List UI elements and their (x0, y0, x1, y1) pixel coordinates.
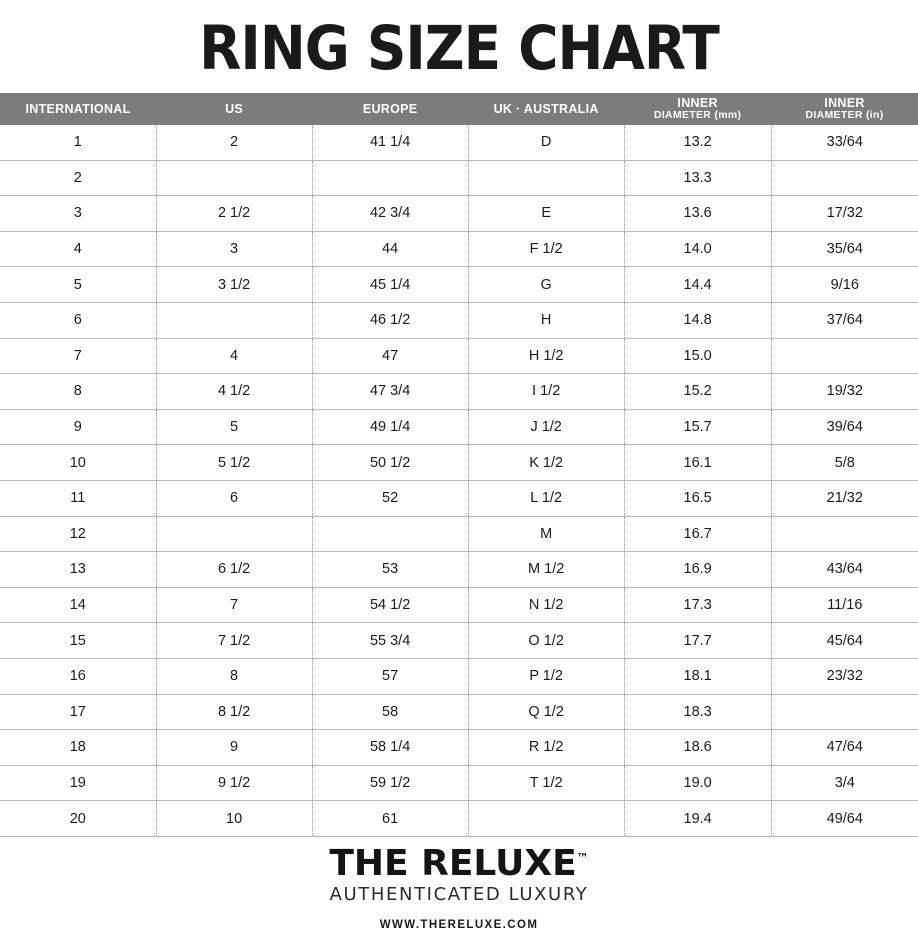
cell-us: 7 1/2 (156, 623, 312, 659)
cell-inner-diameter-mm: 18.3 (624, 694, 771, 730)
cell-uk-australia: M (468, 516, 624, 552)
cell-inner-diameter-in (771, 516, 918, 552)
cell-international: 15 (0, 623, 156, 659)
cell-inner-diameter-mm: 19.4 (624, 801, 771, 837)
cell-europe (312, 516, 468, 552)
cell-international: 9 (0, 409, 156, 445)
brand-name (329, 842, 589, 884)
cell-international: 19 (0, 765, 156, 801)
cell-international: 5 (0, 267, 156, 303)
brand-tagline: AUTHENTICATED LUXURY (329, 883, 589, 905)
cell-inner-diameter-mm: 16.5 (624, 480, 771, 516)
cell-inner-diameter-in: 39/64 (771, 409, 918, 445)
table-row (0, 516, 918, 552)
cell-inner-diameter-mm: 13.6 (624, 196, 771, 232)
cell-uk-australia: Q 1/2 (468, 694, 624, 730)
table-row (0, 302, 918, 338)
table-body (0, 125, 918, 836)
table-row (0, 658, 918, 694)
cell-uk-australia: T 1/2 (468, 765, 624, 801)
cell-europe: 55 3/4 (312, 623, 468, 659)
cell-international: 17 (0, 694, 156, 730)
cell-us: 2 (156, 125, 312, 160)
cell-europe: 53 (312, 552, 468, 588)
cell-international: 11 (0, 480, 156, 516)
cell-uk-australia: O 1/2 (468, 623, 624, 659)
cell-uk-australia (468, 160, 624, 196)
cell-inner-diameter-mm: 17.7 (624, 623, 771, 659)
cell-uk-australia: G (468, 267, 624, 303)
cell-uk-australia: I 1/2 (468, 374, 624, 410)
cell-europe: 61 (312, 801, 468, 837)
table-row (0, 480, 918, 516)
cell-inner-diameter-mm: 14.4 (624, 267, 771, 303)
cell-inner-diameter-in (771, 160, 918, 196)
cell-inner-diameter-in: 49/64 (771, 801, 918, 837)
table-row (0, 765, 918, 801)
cell-europe: 45 1/4 (312, 267, 468, 303)
brand-text: THE RELUXE (329, 842, 577, 884)
cell-europe: 44 (312, 231, 468, 267)
cell-us: 8 1/2 (156, 694, 312, 730)
cell-europe: 58 1/4 (312, 730, 468, 766)
cell-us (156, 516, 312, 552)
cell-europe: 42 3/4 (312, 196, 468, 232)
cell-us (156, 302, 312, 338)
cell-inner-diameter-in: 17/32 (771, 196, 918, 232)
cell-inner-diameter-mm: 17.3 (624, 587, 771, 623)
cell-europe: 59 1/2 (312, 765, 468, 801)
table-row (0, 801, 918, 837)
cell-international: 1 (0, 125, 156, 160)
cell-europe: 57 (312, 658, 468, 694)
cell-international: 13 (0, 552, 156, 588)
cell-inner-diameter-mm: 15.2 (624, 374, 771, 410)
cell-us: 7 (156, 587, 312, 623)
cell-uk-australia: R 1/2 (468, 730, 624, 766)
cell-inner-diameter-in: 23/32 (771, 658, 918, 694)
cell-international: 8 (0, 374, 156, 410)
cell-inner-diameter-mm: 14.0 (624, 231, 771, 267)
cell-europe (312, 160, 468, 196)
cell-europe: 47 (312, 338, 468, 374)
cell-uk-australia: P 1/2 (468, 658, 624, 694)
cell-us: 5 1/2 (156, 445, 312, 481)
column-header-us (156, 93, 312, 125)
cell-europe: 47 3/4 (312, 374, 468, 410)
cell-international: 10 (0, 445, 156, 481)
cell-uk-australia: H 1/2 (468, 338, 624, 374)
table-row (0, 623, 918, 659)
cell-us: 3 1/2 (156, 267, 312, 303)
column-header-sublabel: DIAMETER (mm) (653, 109, 742, 122)
cell-inner-diameter-mm: 16.1 (624, 445, 771, 481)
cell-us: 4 (156, 338, 312, 374)
cell-inner-diameter-mm: 13.2 (624, 125, 771, 160)
cell-inner-diameter-in: 11/16 (771, 587, 918, 623)
cell-inner-diameter-mm: 18.1 (624, 658, 771, 694)
footer (0, 837, 918, 931)
table-row (0, 267, 918, 303)
cell-uk-australia: D (468, 125, 624, 160)
column-header-uk-australia (468, 93, 624, 125)
cell-us: 8 (156, 658, 312, 694)
cell-us: 4 1/2 (156, 374, 312, 410)
table-row (0, 196, 918, 232)
column-header-europe (312, 93, 468, 125)
cell-us: 9 1/2 (156, 765, 312, 801)
cell-uk-australia: E (468, 196, 624, 232)
cell-us (156, 160, 312, 196)
cell-inner-diameter-in: 3/4 (771, 765, 918, 801)
cell-inner-diameter-in: 43/64 (771, 552, 918, 588)
brand-url[interactable]: WWW.THERELUXE.COM (379, 918, 539, 931)
table-row (0, 374, 918, 410)
table-row (0, 231, 918, 267)
cell-uk-australia: H (468, 302, 624, 338)
cell-inner-diameter-mm: 15.7 (624, 409, 771, 445)
cell-us: 10 (156, 801, 312, 837)
cell-international: 7 (0, 338, 156, 374)
column-header-label: US (225, 102, 244, 116)
cell-international: 14 (0, 587, 156, 623)
cell-inner-diameter-mm: 13.3 (624, 160, 771, 196)
cell-europe: 50 1/2 (312, 445, 468, 481)
cell-international: 3 (0, 196, 156, 232)
cell-us: 5 (156, 409, 312, 445)
cell-inner-diameter-in (771, 338, 918, 374)
cell-international: 6 (0, 302, 156, 338)
cell-inner-diameter-mm: 16.7 (624, 516, 771, 552)
cell-uk-australia: F 1/2 (468, 231, 624, 267)
table-row (0, 409, 918, 445)
cell-us: 9 (156, 730, 312, 766)
table-row (0, 730, 918, 766)
column-header-label: INTERNATIONAL (25, 102, 131, 116)
cell-international: 2 (0, 160, 156, 196)
cell-europe: 52 (312, 480, 468, 516)
cell-international: 18 (0, 730, 156, 766)
cell-europe: 54 1/2 (312, 587, 468, 623)
column-header-label: INNER (677, 96, 718, 111)
cell-inner-diameter-mm: 14.8 (624, 302, 771, 338)
table-header-row (0, 93, 918, 125)
cell-uk-australia: N 1/2 (468, 587, 624, 623)
cell-europe: 49 1/4 (312, 409, 468, 445)
table-row (0, 587, 918, 623)
cell-inner-diameter-in (771, 694, 918, 730)
table-row (0, 338, 918, 374)
column-header-sublabel: DIAMETER (in) (805, 109, 884, 122)
column-header-label: EUROPE (362, 102, 418, 116)
column-header-inner-diameter-in (771, 93, 918, 125)
cell-inner-diameter-in: 5/8 (771, 445, 918, 481)
cell-international: 12 (0, 516, 156, 552)
cell-inner-diameter-in: 21/32 (771, 480, 918, 516)
cell-inner-diameter-mm: 19.0 (624, 765, 771, 801)
page-title: RING SIZE CHART (199, 13, 719, 84)
cell-us: 3 (156, 231, 312, 267)
cell-international: 20 (0, 801, 156, 837)
cell-uk-australia: M 1/2 (468, 552, 624, 588)
cell-inner-diameter-in: 45/64 (771, 623, 918, 659)
cell-uk-australia: K 1/2 (468, 445, 624, 481)
cell-inner-diameter-in: 37/64 (771, 302, 918, 338)
cell-europe: 46 1/2 (312, 302, 468, 338)
cell-us: 6 1/2 (156, 552, 312, 588)
cell-inner-diameter-in: 9/16 (771, 267, 918, 303)
cell-us: 6 (156, 480, 312, 516)
cell-europe: 41 1/4 (312, 125, 468, 160)
column-header-inner-diameter-mm (624, 93, 771, 125)
table-header (0, 93, 918, 125)
column-header-label: INNER (824, 96, 865, 111)
cell-inner-diameter-mm: 15.0 (624, 338, 771, 374)
cell-inner-diameter-in: 19/32 (771, 374, 918, 410)
ring-size-table (0, 93, 918, 837)
cell-international: 4 (0, 231, 156, 267)
table-row (0, 552, 918, 588)
table-row (0, 160, 918, 196)
cell-inner-diameter-in: 33/64 (771, 125, 918, 160)
cell-international: 16 (0, 658, 156, 694)
cell-uk-australia (468, 801, 624, 837)
cell-inner-diameter-in: 35/64 (771, 231, 918, 267)
cell-inner-diameter-mm: 18.6 (624, 730, 771, 766)
table-row (0, 445, 918, 481)
cell-inner-diameter-mm: 16.9 (624, 552, 771, 588)
table-row (0, 694, 918, 730)
cell-uk-australia: J 1/2 (468, 409, 624, 445)
cell-us: 2 1/2 (156, 196, 312, 232)
column-header-label: UK · AUSTRALIA (493, 102, 599, 116)
cell-europe: 58 (312, 694, 468, 730)
cell-uk-australia: L 1/2 (468, 480, 624, 516)
table-row (0, 125, 918, 160)
cell-inner-diameter-in: 47/64 (771, 730, 918, 766)
trademark-symbol: ™ (576, 850, 589, 865)
column-header-international (0, 93, 156, 125)
